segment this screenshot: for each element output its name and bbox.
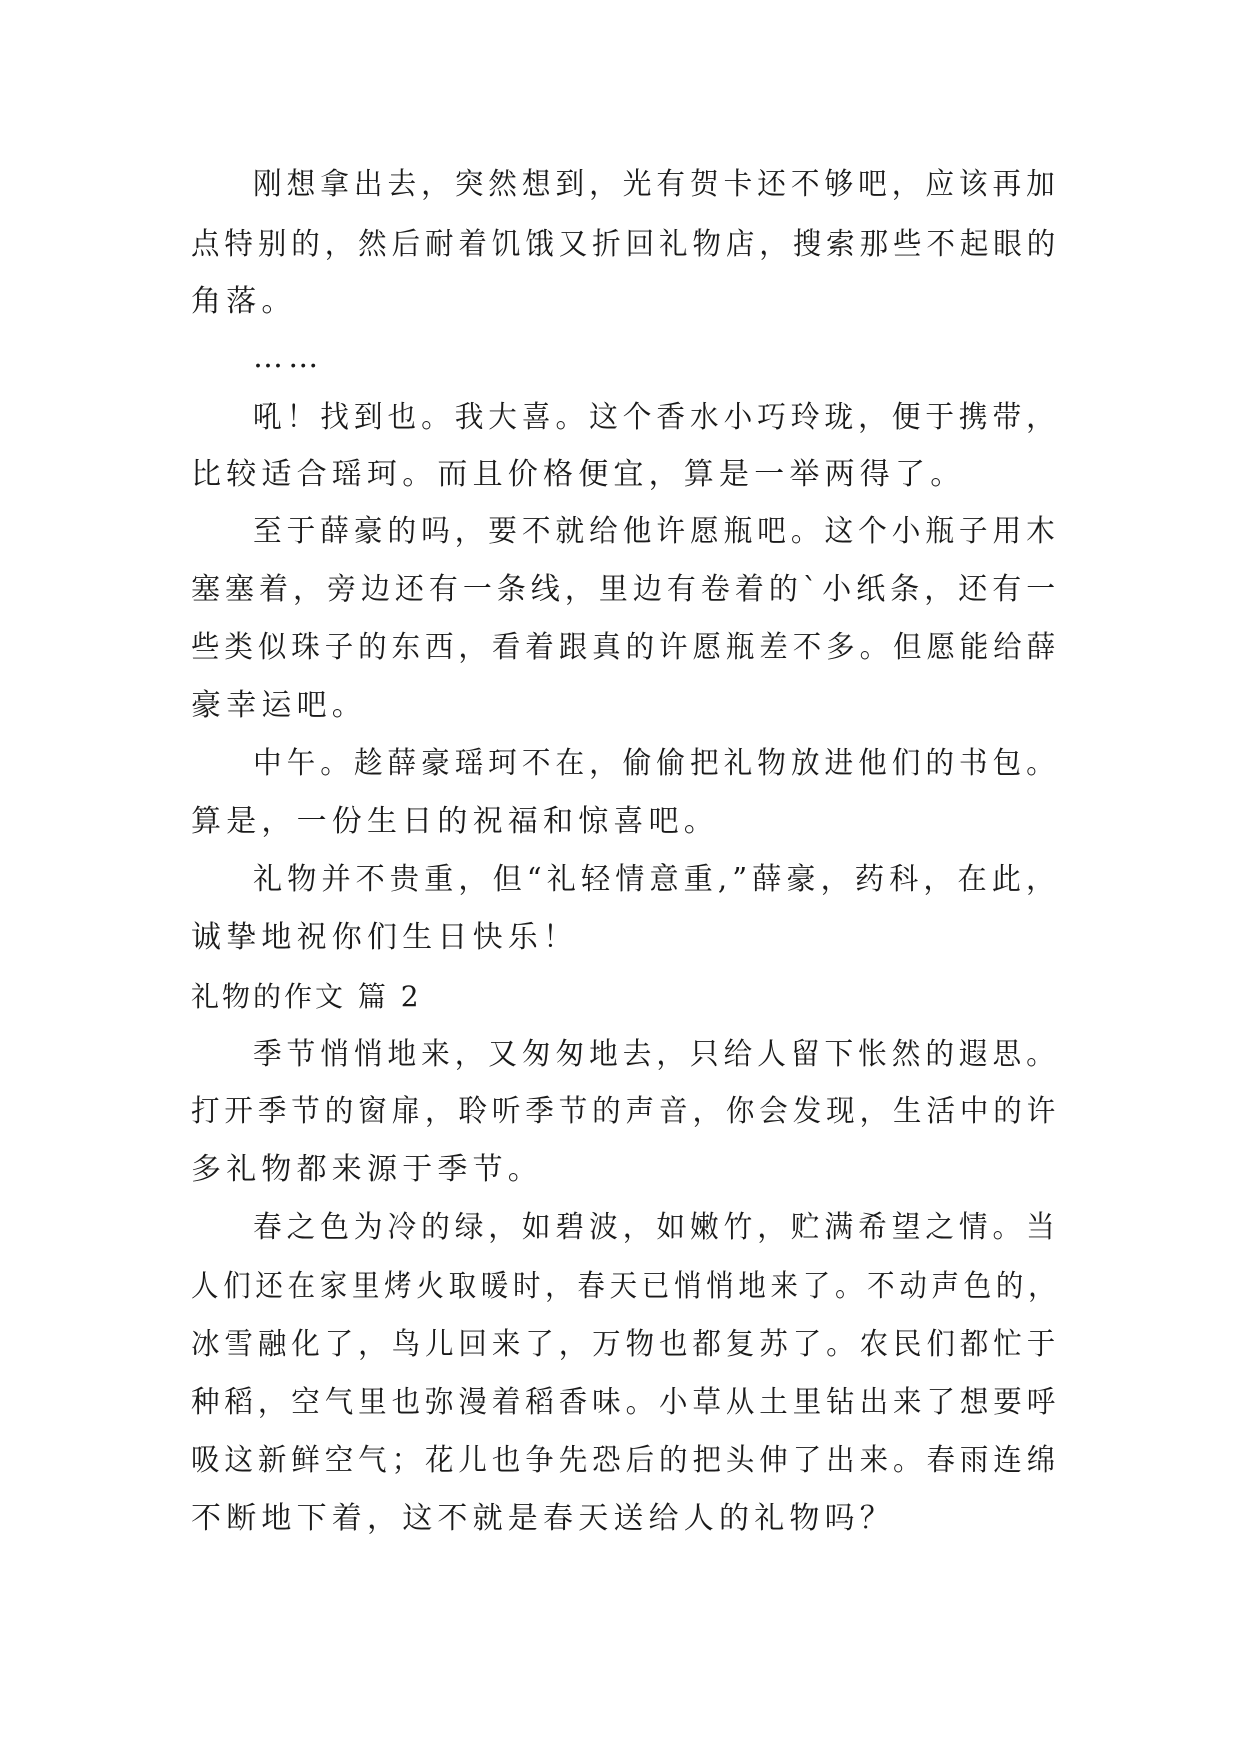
paragraph-line: 季节悄悄地来，又匆匆地去，只给人留下怅然的遐思。 [253,1037,1060,1072]
paragraph-line: 角落。 [191,284,297,319]
section-heading: 礼物的作文 篇 2 [191,980,422,1013]
paragraph-line: 诚挚地祝你们生日快乐！ [191,920,579,955]
paragraph-line: 算是，一份生日的祝福和惊喜吧。 [191,804,719,839]
paragraph-line: 吼！找到也。我大喜。这个香水小巧玲珑，便于携带， [253,400,1060,435]
paragraph-line: 春之色为冷的绿，如碧波，如嫩竹，贮满希望之情。当 [253,1210,1060,1245]
paragraph-line: 中午。趁薛豪瑶珂不在，偷偷把礼物放进他们的书包。 [253,746,1060,781]
paragraph-line: 多礼物都来源于季节。 [191,1152,543,1187]
paragraph-line: 刚想拿出去，突然想到，光有贺卡还不够吧，应该再加 [253,167,1060,202]
paragraph-line: 种稻，空气里也弥漫着稻香味。小草从土里钻出来了想要呼 [191,1385,1061,1420]
paragraph-line: 塞塞着，旁边还有一条线，里边有卷着的`小纸条，还有一 [191,572,1061,607]
paragraph-line: 人们还在家里烤火取暖时，春天已悄悄地来了。不动声色的， [191,1269,1061,1304]
paragraph-line: 礼物并不贵重，但“礼轻情意重,”薛豪，药科，在此， [253,862,1061,897]
paragraph-line: 至于薛豪的吗，要不就给他许愿瓶吧。这个小瓶子用木 [253,514,1060,549]
ellipsis: …… [253,340,324,375]
paragraph-line: 豪幸运吧。 [191,688,367,723]
paragraph-line: 打开季节的窗扉，聆听季节的声音，你会发现，生活中的许 [191,1094,1061,1129]
paragraph-line: 吸这新鲜空气；花儿也争先恐后的把头伸了出来。春雨连绵 [191,1443,1061,1478]
paragraph-line: 些类似珠子的东西，看着跟真的许愿瓶差不多。但愿能给薛 [191,630,1061,665]
paragraph-line: 冰雪融化了，鸟儿回来了，万物也都复苏了。农民们都忙于 [191,1327,1061,1362]
paragraph-line: 点特别的，然后耐着饥饿又折回礼物店，搜索那些不起眼的 [191,227,1061,262]
paragraph-line: 比较适合瑶珂。而且价格便宜，算是一举两得了。 [191,457,966,492]
paragraph-line: 不断地下着，这不就是春天送给人的礼物吗？ [191,1501,895,1536]
